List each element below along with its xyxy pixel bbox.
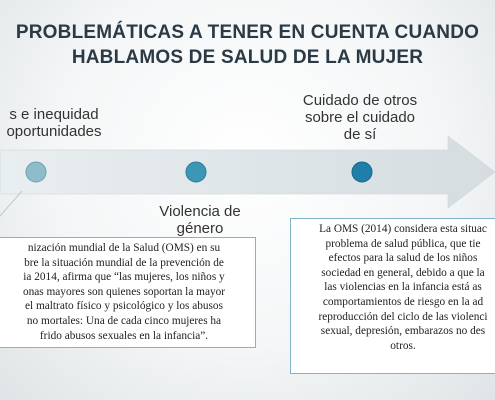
label-cuidado-otros: Cuidado de otros sobre el cuidado de sí bbox=[302, 92, 418, 143]
timeline-dot-2 bbox=[186, 162, 206, 182]
connector-line bbox=[0, 191, 22, 216]
slide-title: PROBLEMÁTICAS A TENER EN CUENTA CUANDO HABLAMOS DE SALUD DE LA MUJER bbox=[15, 22, 480, 68]
timeline-dot-3 bbox=[352, 162, 372, 182]
timeline-dot-1 bbox=[26, 162, 46, 182]
oms-quote-box: nización mundial de la Salud (OMS) en su bre la situación mundial de la prevención de ia 2014, afirma que “las mujeres, los niños y onas mayores son quienes soportan la mayor el maltrato físico y psicológico y los abusos no mortales: Una de cada cinco mujeres ha frido abusos sexuales en la infancia”. bbox=[0, 237, 256, 348]
label-violencia-genero: Violencia de género bbox=[159, 203, 241, 237]
oms-situation-box: La OMS (2014) considera esta situac problema de salud pública, que tie efectos para la salud de los niños sociedad en general, debido a que la las violencias en la infancia está as comportamientos de riesgo en la ad reproducción del ciclo de las violenci sexual, depresión, embarazos no des otros. bbox=[290, 218, 495, 374]
label-inequidad: s e inequidad oportunidades bbox=[6, 106, 102, 140]
timeline-arrow-body bbox=[0, 136, 495, 208]
